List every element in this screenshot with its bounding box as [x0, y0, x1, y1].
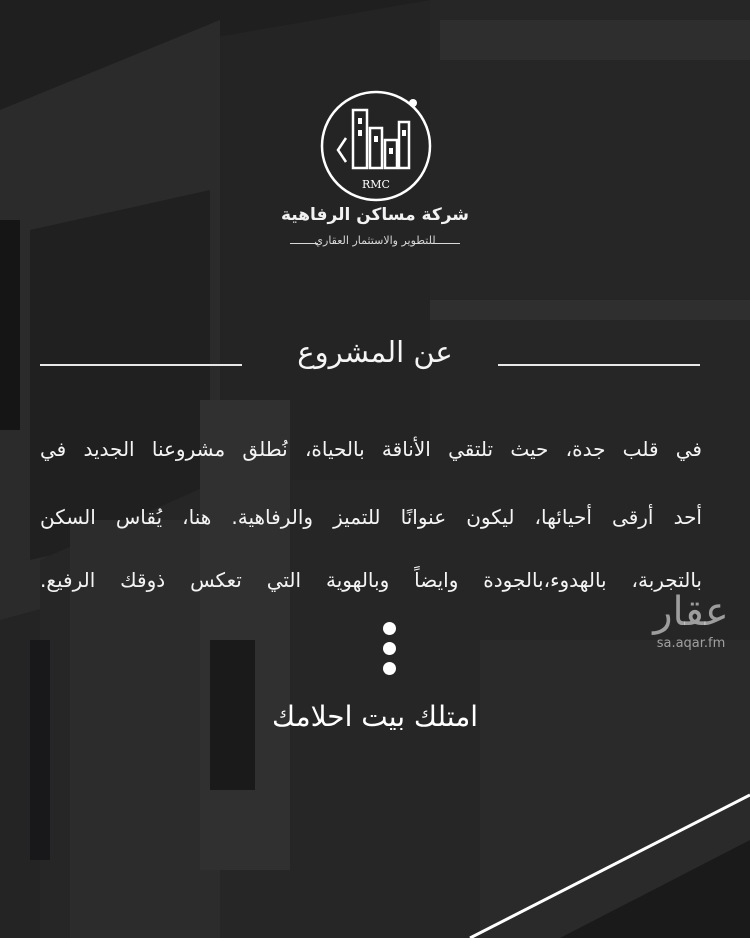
section-rule-right [498, 364, 700, 366]
separator-dot [383, 622, 396, 635]
section-title: عن المشروع [297, 335, 453, 369]
watermark-url: sa.aqar.fm [656, 636, 726, 651]
company-tagline: للتطوير والاستثمار العقاري [314, 234, 436, 247]
section-rule-left [40, 364, 242, 366]
company-logo [318, 88, 434, 204]
watermark-arabic: عقار [653, 589, 729, 635]
company-name: شركة مساكن الرفاهية [280, 205, 470, 225]
about-paragraph-line: بالتجربة، بالهدوء،بالجودة وايضاً وبالهوية التي تعكس ذوقك الرفيع. [40, 568, 702, 592]
aqar-watermark [632, 590, 750, 651]
about-paragraph-line: في قلب جدة، حيث تلتقي الأناقة بالحياة، نُطلق مشروعنا الجديد في [40, 437, 702, 461]
about-paragraph-line: أحد أرقى أحيائها، ليكون عنوانًا للتميز والرفاهية. هنا، يُقاس السكن [40, 505, 702, 529]
separator-dot [383, 662, 396, 675]
slogan: امتلك بيت احلامك [271, 700, 479, 733]
logo-monogram: RMC [362, 178, 390, 191]
separator-dot [383, 642, 396, 655]
